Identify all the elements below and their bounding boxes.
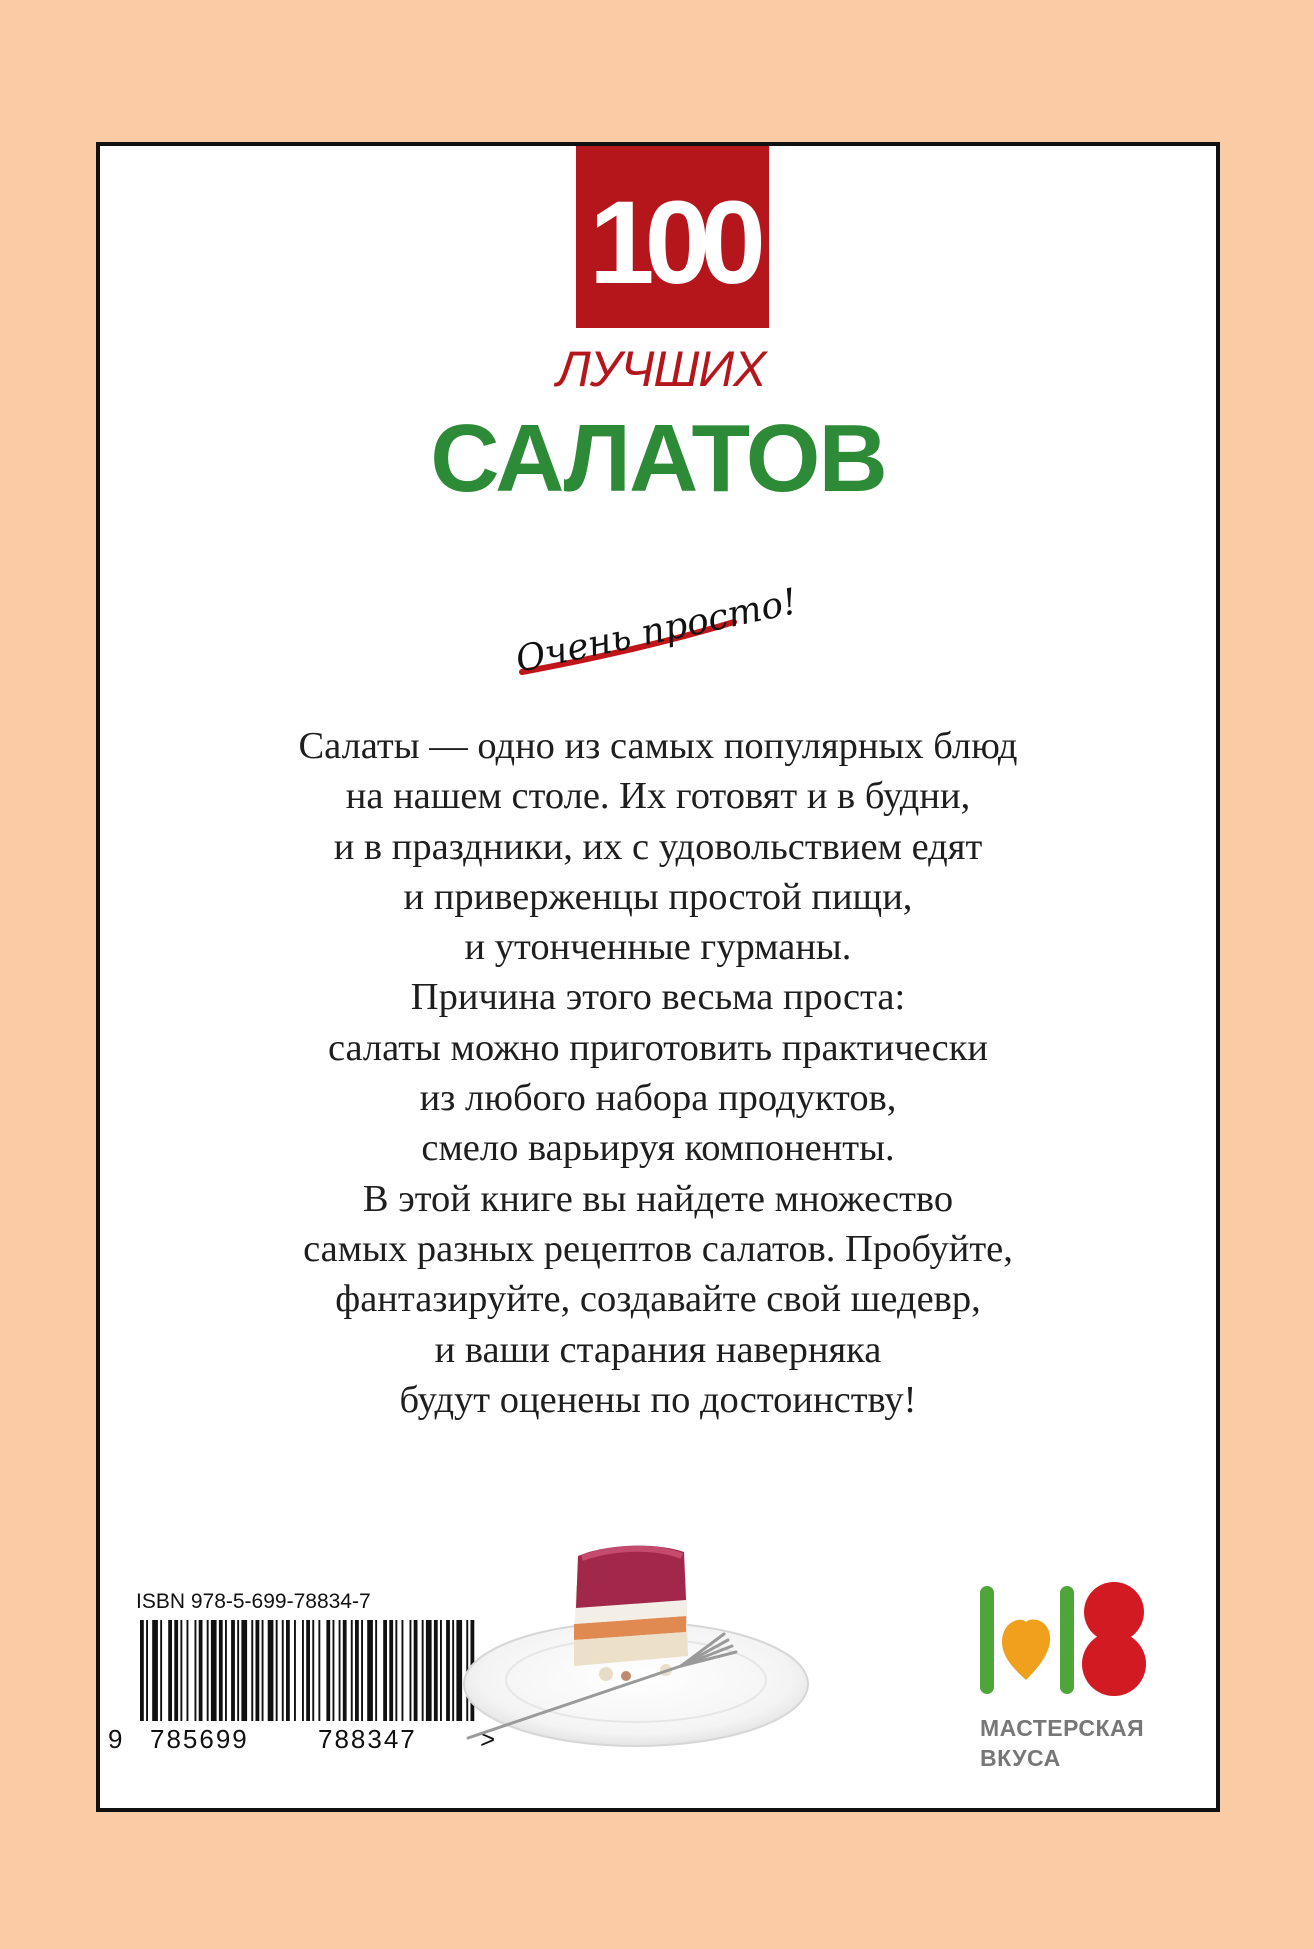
barcode-bar [146, 1620, 148, 1721]
barcode-digit-group: 785699 [150, 1724, 249, 1754]
barcode-bar [333, 1620, 335, 1721]
publisher-logo [980, 1582, 1160, 1698]
publisher-name [980, 1713, 1144, 1773]
barcode-bar [326, 1620, 330, 1721]
barcode-bar [440, 1620, 442, 1721]
barcode-bar [383, 1620, 387, 1721]
barcode-bar [414, 1620, 418, 1721]
barcode-bar [395, 1620, 397, 1721]
barcode-bar [339, 1620, 341, 1721]
barcode-bar [174, 1620, 178, 1721]
barcode-bar [160, 1620, 162, 1721]
barcode-bar [256, 1620, 260, 1721]
barcode-bar [422, 1620, 424, 1721]
description [100, 721, 1216, 1425]
barcode-end-marker: > [480, 1724, 496, 1754]
barcode-bar [389, 1620, 393, 1721]
barcode-bar [237, 1620, 239, 1721]
barcode-bar [268, 1620, 274, 1721]
description-line: и ваши старания наверняка [434, 1328, 882, 1371]
barcode-bar [262, 1620, 264, 1721]
description-line: из любого набора продуктов, [419, 1077, 897, 1120]
description-line: будут оценены по достоинству! [399, 1378, 917, 1421]
barcode-bar [199, 1620, 203, 1721]
barcode-bar [312, 1620, 314, 1721]
publisher-name-line: МАСТЕРСКАЯ [980, 1715, 1145, 1741]
barcode-bar [219, 1620, 223, 1721]
barcode-bar [251, 1620, 253, 1721]
barcode-bar [375, 1620, 377, 1721]
description-line: самых разных рецептов салатов. Пробуйте, [303, 1227, 1013, 1270]
barcode-bar [276, 1620, 278, 1721]
barcode-bar [351, 1620, 353, 1721]
barcode-bar [207, 1620, 209, 1721]
barcode-bar [302, 1620, 304, 1721]
slogan [508, 564, 808, 684]
description-line: фантазируйте, создавайте свой шедевр, [335, 1278, 981, 1321]
book-back-cover [96, 142, 1220, 1812]
barcode-bar [294, 1620, 296, 1721]
barcode-bar [282, 1620, 284, 1721]
barcode-bar [211, 1620, 217, 1721]
barcode [136, 1620, 482, 1721]
barcode-bar [241, 1620, 247, 1721]
barcode-bar [152, 1620, 158, 1721]
subtitle: ЛУЧШИХ [556, 341, 766, 397]
barcode-bar [355, 1620, 359, 1721]
barcode-bar [426, 1620, 432, 1721]
barcode-bar [318, 1620, 320, 1721]
description-line: и приверженцы простой пищи, [403, 875, 913, 918]
description-line: и в праздники, их с удовольствием едят [333, 825, 983, 868]
barcode-bar [187, 1620, 189, 1721]
barcode-digits [108, 1724, 495, 1755]
description-line: салаты можно приготовить практически [327, 1026, 989, 1069]
barcode-bar [452, 1620, 454, 1721]
barcode-bar [343, 1620, 347, 1721]
number-label: 100 [589, 177, 756, 309]
barcode-bar [402, 1620, 404, 1721]
barcode-bar [434, 1620, 438, 1721]
barcode-bar [306, 1620, 310, 1721]
description-line: Салаты — одно из самых популярных блюд [298, 725, 1018, 767]
barcode-bar [410, 1620, 412, 1721]
barcode-bar [446, 1620, 450, 1721]
logo-green-bar [980, 1586, 994, 1694]
logo-red-circle [1082, 1632, 1146, 1696]
slogan-text: Очень просто! [512, 581, 801, 681]
description-line: смело варьируя компоненты. [421, 1127, 895, 1170]
publisher-name-line: ВКУСА [980, 1745, 1061, 1771]
barcode-bar [231, 1620, 235, 1721]
barcode-bar [225, 1620, 227, 1721]
barcode-bar [367, 1620, 373, 1721]
book-title: САЛАТОВ [430, 405, 886, 512]
logo-green-bar [1060, 1586, 1074, 1694]
barcode-bar [286, 1620, 290, 1721]
barcode-bar [168, 1620, 172, 1721]
isbn-label: ISBN 978-5-699-78834-7 [136, 1590, 371, 1613]
description-line: Причина этого весьма проста: [410, 976, 906, 1019]
barcode-digit-first: 9 [108, 1724, 123, 1754]
barcode-bar [140, 1620, 144, 1721]
barcode-bar [195, 1620, 197, 1721]
salad-plate-photo [456, 1516, 816, 1756]
description-line: на нашем столе. Их готовят и в будни, [345, 775, 971, 818]
description-line: и утонченные гурманы. [464, 926, 852, 969]
barcode-bar [361, 1620, 363, 1721]
number-badge [576, 146, 769, 328]
barcode-digit-group: 788347 [318, 1724, 417, 1754]
logo-orange-shape [1002, 1619, 1050, 1680]
barcode-bar [180, 1620, 182, 1721]
description-line: В этой книге вы найдете множество [362, 1177, 954, 1220]
